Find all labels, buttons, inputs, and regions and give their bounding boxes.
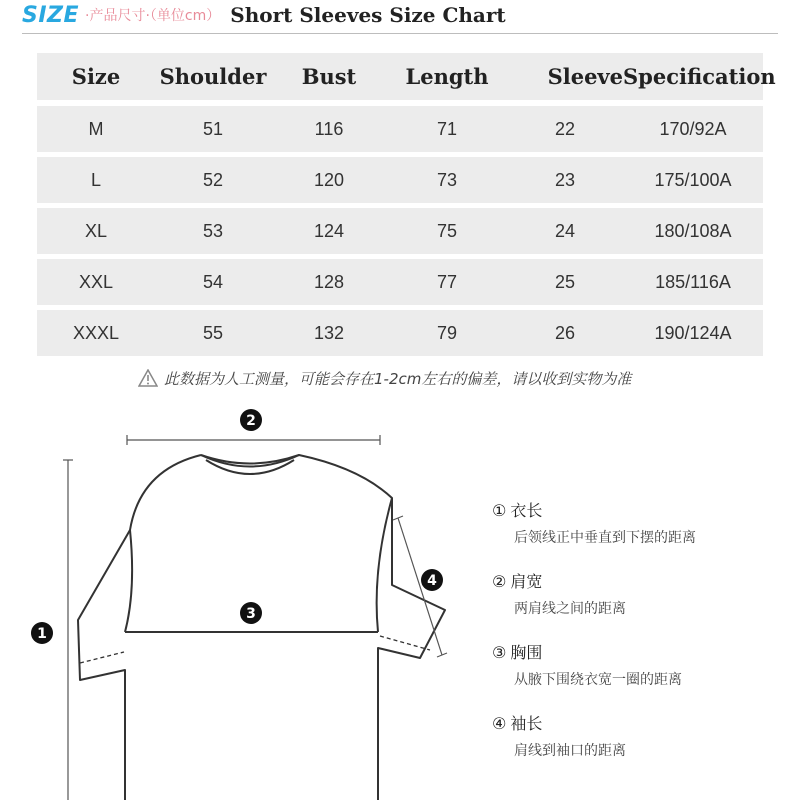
legend-description: 肩线到袖口的距离: [514, 743, 626, 759]
table-cell: 170/92A: [659, 118, 727, 139]
table-row: [37, 259, 763, 305]
legend-description: 两肩线之间的距离: [514, 601, 626, 617]
measurement-note: [138, 366, 631, 390]
legend-title: 胸围: [510, 643, 543, 662]
table-row: [37, 157, 763, 203]
header-divider: [22, 33, 778, 34]
table-cell: 116: [314, 118, 344, 139]
table-cell: 132: [313, 322, 345, 343]
legend-number: ④: [492, 714, 507, 733]
table-cell: 185/116A: [655, 271, 731, 292]
table-cell: 124: [313, 220, 345, 241]
column-header: Length: [405, 64, 489, 89]
table-cell: 175/100A: [654, 169, 732, 190]
left-armhole: [125, 530, 132, 632]
table-header-row: [37, 53, 776, 100]
table-cell: 128: [313, 271, 345, 292]
legend-number: ②: [492, 572, 507, 591]
table-cell: 22: [554, 118, 576, 139]
table-cell: 23: [554, 169, 576, 190]
table-cell: 52: [202, 169, 224, 190]
warning-triangle-icon: [138, 369, 158, 387]
marker-1: 1: [37, 626, 47, 642]
legend-item-length: [492, 498, 782, 569]
collar-inner: [201, 455, 299, 464]
unit-subtitle: ·产品尺寸·（单位cm）: [85, 8, 221, 24]
table-cell: 24: [554, 220, 576, 241]
table-cell: 54: [202, 271, 224, 292]
table-cell: 53: [202, 220, 224, 241]
table-cell: 79: [436, 322, 458, 343]
table-row: [37, 310, 763, 356]
table-cell: 77: [436, 271, 458, 292]
legend-title: 袖长: [510, 714, 543, 733]
column-header: Size: [71, 64, 121, 89]
table-cell: 71: [436, 118, 458, 139]
table-cell: 26: [554, 322, 576, 343]
legend-number: ③: [492, 643, 507, 662]
marker-4: 4: [427, 573, 437, 589]
left-cuff-stitch: [80, 652, 124, 663]
right-cuff-stitch: [380, 636, 430, 650]
page-title: Short Sleeves Size Chart: [230, 3, 506, 27]
table-row: [37, 208, 763, 254]
table-cell: 190/124A: [654, 322, 732, 343]
column-header: Specification: [623, 64, 776, 89]
table-cell: XXXL: [72, 322, 120, 343]
table-cell: 75: [436, 220, 458, 241]
table-row: [37, 106, 763, 152]
tshirt-diagram: [0, 400, 480, 800]
table-cell: L: [90, 169, 101, 190]
brand-label: SIZE: [22, 2, 80, 28]
table-cell: 25: [554, 271, 576, 292]
marker-2: 2: [246, 413, 256, 429]
legend-title: 衣长: [510, 501, 543, 520]
column-header: Bust: [301, 64, 357, 89]
table-cell: 51: [202, 118, 224, 139]
legend-item-shoulder: [492, 569, 782, 640]
legend-item-bust: [492, 640, 782, 711]
table-cell: XXL: [78, 271, 114, 292]
table-cell: 55: [202, 322, 224, 343]
legend-number: ①: [492, 501, 507, 520]
legend-item-sleeve: [492, 711, 782, 782]
legend-title: 肩宽: [510, 572, 543, 591]
right-armhole: [377, 498, 392, 632]
table-cell: XL: [84, 220, 108, 241]
size-table: [37, 53, 776, 361]
column-header: Sleeve: [547, 64, 623, 89]
table-cell: M: [88, 118, 104, 139]
table-cell: 180/108A: [654, 220, 732, 241]
table-cell: 73: [436, 169, 458, 190]
column-header: Shoulder: [159, 64, 267, 89]
legend-description: 从腋下围绕衣宽一圈的距离: [514, 672, 682, 688]
legend-description: 后领线正中垂直到下摆的距离: [514, 530, 696, 546]
marker-3: 3: [246, 606, 256, 622]
note-text: 此数据为人工测量，可能会存在1-2cm左右的偏差，请以收到实物为准: [164, 369, 632, 388]
table-cell: 120: [313, 169, 345, 190]
measurement-legend: [492, 498, 782, 782]
header: [22, 0, 506, 30]
